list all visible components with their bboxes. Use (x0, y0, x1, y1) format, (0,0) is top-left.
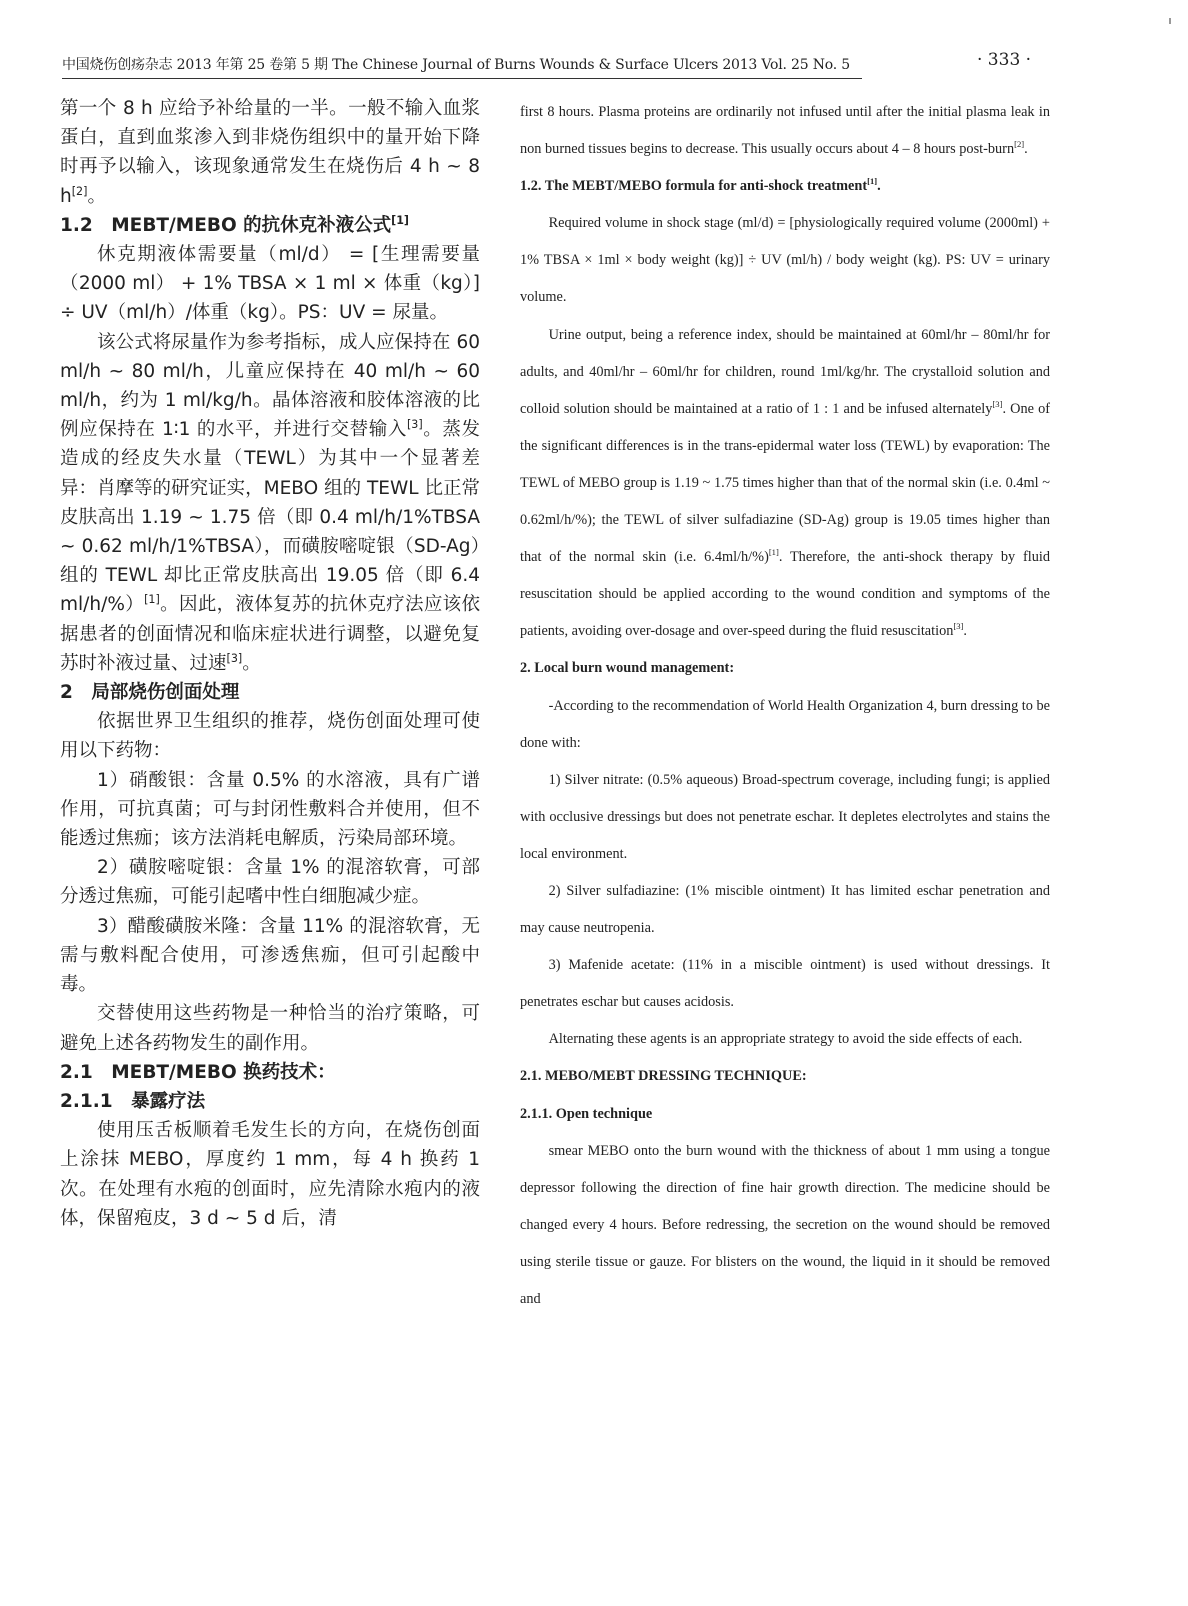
citation: [1] (768, 547, 779, 558)
citation: [3] (992, 398, 1003, 409)
cn-item-2: 2）磺胺嘧啶银：含量 1% 的混溶软膏，可部分透过焦痂，可能引起嗜中性白细胞减少症。 (60, 857, 480, 908)
english-column (520, 94, 1050, 1318)
en-p3c: . Therefore, the anti-shock therapy by fluid resuscitation should be applied according to the wound condition and symptoms of the patients, avoiding over-dosage and over-speed during the fluid resuscitation (520, 549, 1050, 640)
en-paragraph-1 (520, 94, 1050, 168)
cn-paragraph-1 (60, 94, 480, 211)
en-p1-text: first 8 hours. Plasma proteins are ordinarily not infused until after the initial plasma leak in non burned tissues begins to decrease. This usually occurs about 4 – 8 hours post-burn (520, 104, 1050, 158)
citation: [1] (391, 213, 409, 227)
cn-p3c-end: 。 (242, 652, 261, 674)
scan-edge-mark (1169, 18, 1171, 24)
en-p3c-end: . (963, 623, 967, 640)
cn-p3c: 。因此，液体复苏的抗休克疗法应该依据患者的创面情况和临床症状进行调整，以避免复苏时补液过量、过速 (60, 594, 480, 674)
en-h12-end: . (877, 178, 881, 195)
cn-p1-end: 。 (87, 185, 106, 207)
cn-heading-2: 2 局部烧伤创面处理 (60, 682, 240, 704)
en-heading-2-1: 2.1. MEBO/MEBT DRESSING TECHNIQUE: (520, 1068, 807, 1085)
en-item-2: 2) Silver sulfadiazine: (1% miscible ointment) It has limited eschar penetration and may cause neutropenia. (520, 882, 1050, 937)
en-h12-text: 1.2. The MEBT/MEBO formula for anti-shock treatment (520, 178, 868, 195)
cn-paragraph-9: 使用压舌板顺着毛发生长的方向，在烧伤创面上涂抹 MEBO，厚度约 1 mm，每 4 h 换药 1 次。在处理有水疱的创面时，应先清除水疱内的液体，保留疱皮，3 d ~ 5 d 后，清 (60, 1120, 480, 1229)
cn-paragraph-3 (60, 328, 480, 678)
cn-h12-text: 1.2 MEBT/MEBO 的抗休克补液公式 (60, 214, 392, 236)
citation: [3] (226, 651, 243, 665)
cn-p1-text: 第一个 8 h 应给予补给量的一半。一般不输入血浆蛋白，直到血浆渗入到非烧伤组织中的量开始下降时再予以输入，该现象通常发生在烧伤后 4 h ~ 8 h (60, 98, 480, 207)
cn-heading-2-1: 2.1 MEBT/MEBO 换药技术： (60, 1061, 336, 1083)
cn-item-1: 1）硝酸银：含量 0.5% 的水溶液，具有广谱作用，可抗真菌；可与封闭性敷料合并使用，但不能透过焦痂；该方法消耗电解质，污染局部环境。 (60, 769, 480, 850)
cn-formula-paragraph: 休克期液体需要量（ml/d） = [生理需要量（2000 ml） + 1% TBSA × 1 ml × 体重（kg）] ÷ UV（ml/h）/体重（kg）。PS：UV = 尿量。 (60, 244, 480, 324)
en-heading-2-1-1 (520, 1096, 1050, 1133)
citation: [1] (144, 593, 160, 607)
en-h211-text: 2.1.1. Open technique (520, 1105, 653, 1122)
en-paragraph-9: smear MEBO onto the burn wound with the thickness of about 1 mm using a tongue depressor following the direction of fine hair growth direction. The medicine should be changed every 4 hours. Before redressing, the secretion on the wound should be removed using sterile tissue or gauze. For blisters on the wound, the liquid in it should be removed and (520, 1142, 1050, 1307)
en-item-1: 1) Silver nitrate: (0.5% aqueous) Broad-spectrum coverage, including fungi; is applied with occlusive dressings but does not penetrate eschar. It depletes electrolytes and stains the local environment. (520, 771, 1050, 862)
running-title: 中国烧伤创疡杂志 2013 年第 25 卷第 5 期 The Chinese Journal of Burns Wounds & Surface Ulcers 2013 Vol. 25 No. 5 (62, 57, 850, 73)
en-p3b: . One of the significant differences is in the trans-epidermal water loss (TEWL) by evaporation: The TEWL of MEBO group is 1.19 ~ 1.75 times higher than that of the normal skin (i.e. 0.4ml ~ 0.62ml/h/%); the TEWL of silver sulfadiazine (SD-Ag) group is 19.05 times higher than that of the normal skin (i.e. 6.4ml/h/%) (520, 400, 1050, 566)
cn-paragraph-4: 依据世界卫生组织的推荐，烧伤创面处理可使用以下药物： (60, 711, 480, 762)
running-header (62, 50, 1062, 76)
chinese-column (60, 94, 480, 1233)
citation: [2] (71, 184, 88, 198)
en-heading-2: 2. Local burn wound management: (520, 660, 735, 677)
cn-p3b: 。蒸发造成的经皮失水量（TEWL）为其中一个显著差异：肖摩等的研究证实，MEBO 组的 TEWL 比正常皮肤高出 1.19 ~ 1.75 倍（即 0.4 ml/h/1%TBSA ~ 0.62 ml/h/1%TBSA），而磺胺嘧啶银（SD-Ag）组的 TEWL 却比正常皮肤高出 19.05 倍（即 6.4 ml/h/%） (60, 419, 480, 616)
citation: [3] (953, 621, 964, 632)
citation: [3] (406, 418, 423, 432)
en-item-3: 3) Mafenide acetate: (11% in a miscible ointment) is used without dressings. It penetrates eschar but causes acidosis. (520, 957, 1050, 1011)
header-rule (62, 78, 862, 79)
citation: [1] (867, 176, 878, 187)
cn-heading-1-2 (60, 211, 480, 240)
page-number: · 333 · (977, 50, 1032, 70)
en-heading-1-2 (520, 168, 1050, 205)
en-paragraph-3 (520, 317, 1050, 651)
en-formula-paragraph: Required volume in shock stage (ml/d) = [physiologically required volume (2000ml) + 1% TBSA × 1ml × body weight (kg)] ÷ UV (ml/h) / body weight (kg). PS: UV = urinary volume. (520, 215, 1050, 306)
cn-item-3: 3）醋酸磺胺米隆：含量 11% 的混溶软膏，无需与敷料配合使用，可渗透焦痂，但可引起酸中毒。 (60, 915, 480, 996)
en-p1-end: . (1024, 141, 1028, 158)
cn-p3a: 该公式将尿量作为参考指标，成人应保持在 60 ml/h ~ 80 ml/h，儿童应保持在 40 ml/h ~ 60 ml/h，约为 1 ml/kg/h。晶体溶液和胶体溶液的比例应保持在 1∶1 的水平，并进行交替输入 (60, 331, 480, 441)
en-paragraph-8: Alternating these agents is an appropriate strategy to avoid the side effects of each. (548, 1031, 1023, 1048)
en-paragraph-4: -According to the recommendation of World Health Organization 4, burn dressing to be done with: (520, 697, 1050, 751)
cn-heading-2-1-1: 2.1.1 暴露疗法 (60, 1090, 206, 1112)
citation: [2] (1014, 139, 1025, 150)
cn-paragraph-8: 交替使用这些药物是一种恰当的治疗策略，可避免上述各药物发生的副作用。 (60, 1003, 480, 1054)
en-p3a: Urine output, being a reference index, should be maintained at 60ml/hr – 80ml/hr for adults, and 40ml/hr – 60ml/hr for children, round 1ml/kg/hr. The crystalloid solution and colloid solution should be maintained at a ratio of 1 : 1 and be infused alternately (520, 326, 1050, 417)
